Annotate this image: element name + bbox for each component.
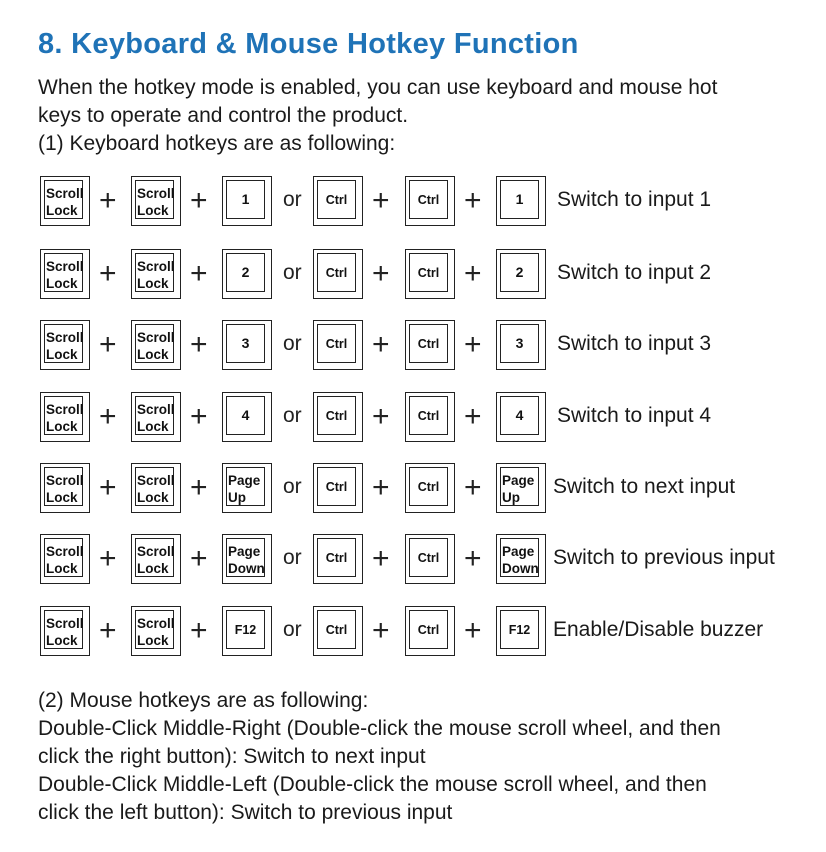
plus-sign: +	[464, 257, 482, 290]
key-label-line: Up	[228, 490, 246, 505]
key-label	[223, 191, 268, 207]
scroll-lock-key	[40, 392, 90, 442]
plus-sign: +	[99, 614, 117, 647]
target-key	[496, 249, 546, 299]
key-label	[137, 185, 175, 219]
key-label-line: 4	[515, 407, 524, 423]
key-label	[406, 409, 451, 423]
key-label-line: Scroll	[46, 473, 84, 488]
key-label-line: Scroll	[46, 330, 84, 345]
key-label	[223, 623, 268, 637]
key-label-line: 2	[241, 264, 250, 280]
or-label: or	[283, 546, 302, 569]
key-label	[497, 335, 542, 351]
plus-sign: +	[190, 328, 208, 361]
plus-sign: +	[190, 184, 208, 217]
key-label-line: Ctrl	[325, 551, 348, 565]
plus-sign: +	[99, 184, 117, 217]
plus-sign: +	[372, 257, 390, 290]
key-label-line: Page	[228, 473, 261, 488]
key-label	[137, 543, 175, 577]
key-label-line: Scroll	[137, 330, 175, 345]
key-label-line: Lock	[137, 347, 169, 362]
plus-sign: +	[190, 542, 208, 575]
key-label-line: Ctrl	[325, 409, 348, 423]
hotkey-description: Switch to input 1	[557, 188, 712, 211]
ctrl-key	[405, 392, 455, 442]
key-label-line: Lock	[46, 419, 78, 434]
key-label-line: F12	[508, 623, 531, 637]
target-key	[496, 320, 546, 370]
scroll-lock-key	[131, 463, 181, 513]
key-label-line: Lock	[137, 419, 169, 434]
hotkey-row	[0, 534, 826, 586]
key-label-line: Lock	[137, 490, 169, 505]
key-label	[406, 480, 451, 494]
target-key	[496, 606, 546, 656]
key-label-line: Lock	[46, 633, 78, 648]
scroll-lock-key	[40, 320, 90, 370]
key-label	[228, 543, 265, 577]
key-label	[406, 337, 451, 351]
hotkey-row	[0, 176, 826, 228]
ctrl-key	[313, 534, 363, 584]
mouse-hotkey-line: click the right button): Switch to next input	[38, 745, 426, 768]
key-label-line: Lock	[137, 203, 169, 218]
hotkey-row	[0, 320, 826, 372]
key-label	[137, 401, 175, 435]
or-label: or	[283, 618, 302, 641]
plus-sign: +	[99, 257, 117, 290]
scroll-lock-key	[131, 320, 181, 370]
key-label-line: Scroll	[46, 616, 84, 631]
key-label-line: Up	[502, 490, 520, 505]
key-label-line: Ctrl	[417, 266, 440, 280]
ctrl-key	[405, 249, 455, 299]
key-label-line: Ctrl	[417, 409, 440, 423]
key-label	[228, 472, 260, 506]
scroll-lock-key	[40, 463, 90, 513]
mouse-hotkeys-section	[38, 687, 808, 827]
ctrl-key	[405, 463, 455, 513]
plus-sign: +	[464, 542, 482, 575]
key-label-line: Ctrl	[325, 337, 348, 351]
plus-sign: +	[372, 184, 390, 217]
target-key	[222, 249, 272, 299]
key-label	[46, 258, 84, 292]
key-label	[46, 401, 84, 435]
plus-sign: +	[464, 328, 482, 361]
key-label-line: Scroll	[137, 544, 175, 559]
key-label	[46, 329, 84, 363]
key-label	[497, 264, 542, 280]
key-label-line: Ctrl	[325, 480, 348, 494]
key-label-line: Down	[502, 561, 539, 576]
plus-sign: +	[190, 614, 208, 647]
key-label-line: 4	[241, 407, 250, 423]
key-label	[223, 407, 268, 423]
ctrl-key	[313, 249, 363, 299]
key-label	[314, 409, 359, 423]
or-label: or	[283, 475, 302, 498]
key-label-line: Scroll	[137, 402, 175, 417]
mouse-hotkey-line: Double-Click Middle-Left (Double-click the mouse scroll wheel, and then	[38, 773, 707, 796]
key-label	[46, 472, 84, 506]
plus-sign: +	[190, 471, 208, 504]
target-key	[222, 463, 272, 513]
hotkey-row	[0, 392, 826, 444]
keyboard-hotkeys-title: (1) Keyboard hotkeys are as following:	[38, 132, 396, 155]
key-label	[497, 407, 542, 423]
key-label-line: 3	[241, 335, 250, 351]
hotkey-row	[0, 249, 826, 301]
section-heading: 8. Keyboard & Mouse Hotkey Function	[38, 28, 579, 60]
key-label	[406, 266, 451, 280]
target-key	[222, 534, 272, 584]
or-label: or	[283, 332, 302, 355]
ctrl-key	[313, 606, 363, 656]
key-label-line: Lock	[137, 633, 169, 648]
key-label	[502, 472, 534, 506]
key-label-line: Lock	[46, 276, 78, 291]
scroll-lock-key	[40, 249, 90, 299]
plus-sign: +	[99, 400, 117, 433]
key-label	[314, 480, 359, 494]
or-label: or	[283, 404, 302, 427]
key-label-line: Scroll	[46, 186, 84, 201]
key-label-line: 3	[515, 335, 524, 351]
ctrl-key	[313, 320, 363, 370]
plus-sign: +	[464, 614, 482, 647]
key-label-line: Ctrl	[325, 266, 348, 280]
key-label	[223, 264, 268, 280]
key-label-line: Page	[502, 473, 535, 488]
plus-sign: +	[372, 614, 390, 647]
hotkey-description: Enable/Disable buzzer	[553, 618, 764, 641]
ctrl-key	[405, 320, 455, 370]
or-label: or	[283, 261, 302, 284]
target-key	[496, 392, 546, 442]
scroll-lock-key	[131, 534, 181, 584]
plus-sign: +	[464, 400, 482, 433]
plus-sign: +	[464, 471, 482, 504]
key-label	[406, 193, 451, 207]
key-label-line: Ctrl	[325, 623, 348, 637]
plus-sign: +	[464, 184, 482, 217]
target-key	[496, 463, 546, 513]
key-label-line: Scroll	[46, 402, 84, 417]
scroll-lock-key	[131, 249, 181, 299]
plus-sign: +	[372, 328, 390, 361]
plus-sign: +	[190, 400, 208, 433]
scroll-lock-key	[40, 534, 90, 584]
plus-sign: +	[99, 542, 117, 575]
key-label-line: Ctrl	[417, 337, 440, 351]
intro-text	[38, 74, 798, 158]
key-label-line: Ctrl	[417, 623, 440, 637]
key-label-line: Lock	[46, 347, 78, 362]
mouse-hotkeys-title: (2) Mouse hotkeys are as following:	[38, 689, 369, 712]
key-label-line: Page	[228, 544, 261, 559]
ctrl-key	[313, 176, 363, 226]
target-key	[222, 392, 272, 442]
target-key	[496, 534, 546, 584]
plus-sign: +	[99, 328, 117, 361]
key-label	[46, 543, 84, 577]
scroll-lock-key	[131, 606, 181, 656]
ctrl-key	[405, 176, 455, 226]
key-label-line: 1	[241, 191, 250, 207]
key-label-line: Scroll	[137, 616, 175, 631]
ctrl-key	[405, 606, 455, 656]
key-label	[137, 329, 175, 363]
key-label-line: 1	[515, 191, 524, 207]
key-label	[137, 615, 175, 649]
key-label-line: Ctrl	[325, 193, 348, 207]
scroll-lock-key	[40, 606, 90, 656]
key-label-line: Scroll	[137, 259, 175, 274]
key-label	[223, 335, 268, 351]
key-label-line: Lock	[137, 276, 169, 291]
key-label	[497, 191, 542, 207]
plus-sign: +	[372, 542, 390, 575]
intro-line: keys to operate and control the product.	[38, 104, 409, 127]
mouse-hotkey-line: click the left button): Switch to previous input	[38, 801, 453, 824]
key-label-line: Ctrl	[417, 480, 440, 494]
hotkey-description: Switch to input 4	[557, 404, 712, 427]
ctrl-key	[405, 534, 455, 584]
key-label	[314, 337, 359, 351]
hotkey-description: Switch to input 2	[557, 261, 712, 284]
hotkey-description: Switch to next input	[553, 475, 736, 498]
plus-sign: +	[99, 471, 117, 504]
mouse-hotkey-line: Double-Click Middle-Right (Double-click the mouse scroll wheel, and then	[38, 717, 721, 740]
scroll-lock-key	[40, 176, 90, 226]
target-key	[222, 320, 272, 370]
key-label-line: Lock	[46, 490, 78, 505]
plus-sign: +	[372, 471, 390, 504]
target-key	[222, 606, 272, 656]
key-label-line: Scroll	[46, 259, 84, 274]
target-key	[496, 176, 546, 226]
or-label: or	[283, 188, 302, 211]
key-label	[314, 193, 359, 207]
scroll-lock-key	[131, 392, 181, 442]
hotkey-description: Switch to input 3	[557, 332, 712, 355]
key-label	[497, 623, 542, 637]
hotkey-row	[0, 606, 826, 658]
scroll-lock-key	[131, 176, 181, 226]
key-label-line: Lock	[46, 203, 78, 218]
key-label-line: Page	[502, 544, 535, 559]
key-label	[314, 551, 359, 565]
plus-sign: +	[190, 257, 208, 290]
key-label-line: 2	[515, 264, 524, 280]
ctrl-key	[313, 392, 363, 442]
key-label-line: Scroll	[137, 186, 175, 201]
key-label	[406, 623, 451, 637]
intro-line: When the hotkey mode is enabled, you can use keyboard and mouse hot	[38, 76, 718, 99]
key-label	[314, 266, 359, 280]
key-label	[314, 623, 359, 637]
key-label	[46, 185, 84, 219]
key-label-line: Lock	[137, 561, 169, 576]
key-label	[46, 615, 84, 649]
key-label-line: Ctrl	[417, 193, 440, 207]
key-label-line: Ctrl	[417, 551, 440, 565]
key-label	[137, 472, 175, 506]
ctrl-key	[313, 463, 363, 513]
key-label-line: F12	[234, 623, 257, 637]
hotkey-description: Switch to previous input	[553, 546, 775, 569]
key-label	[137, 258, 175, 292]
key-label	[406, 551, 451, 565]
target-key	[222, 176, 272, 226]
key-label-line: Scroll	[46, 544, 84, 559]
key-label-line: Scroll	[137, 473, 175, 488]
hotkey-row	[0, 463, 826, 515]
key-label	[502, 543, 539, 577]
plus-sign: +	[372, 400, 390, 433]
key-label-line: Lock	[46, 561, 78, 576]
key-label-line: Down	[228, 561, 265, 576]
